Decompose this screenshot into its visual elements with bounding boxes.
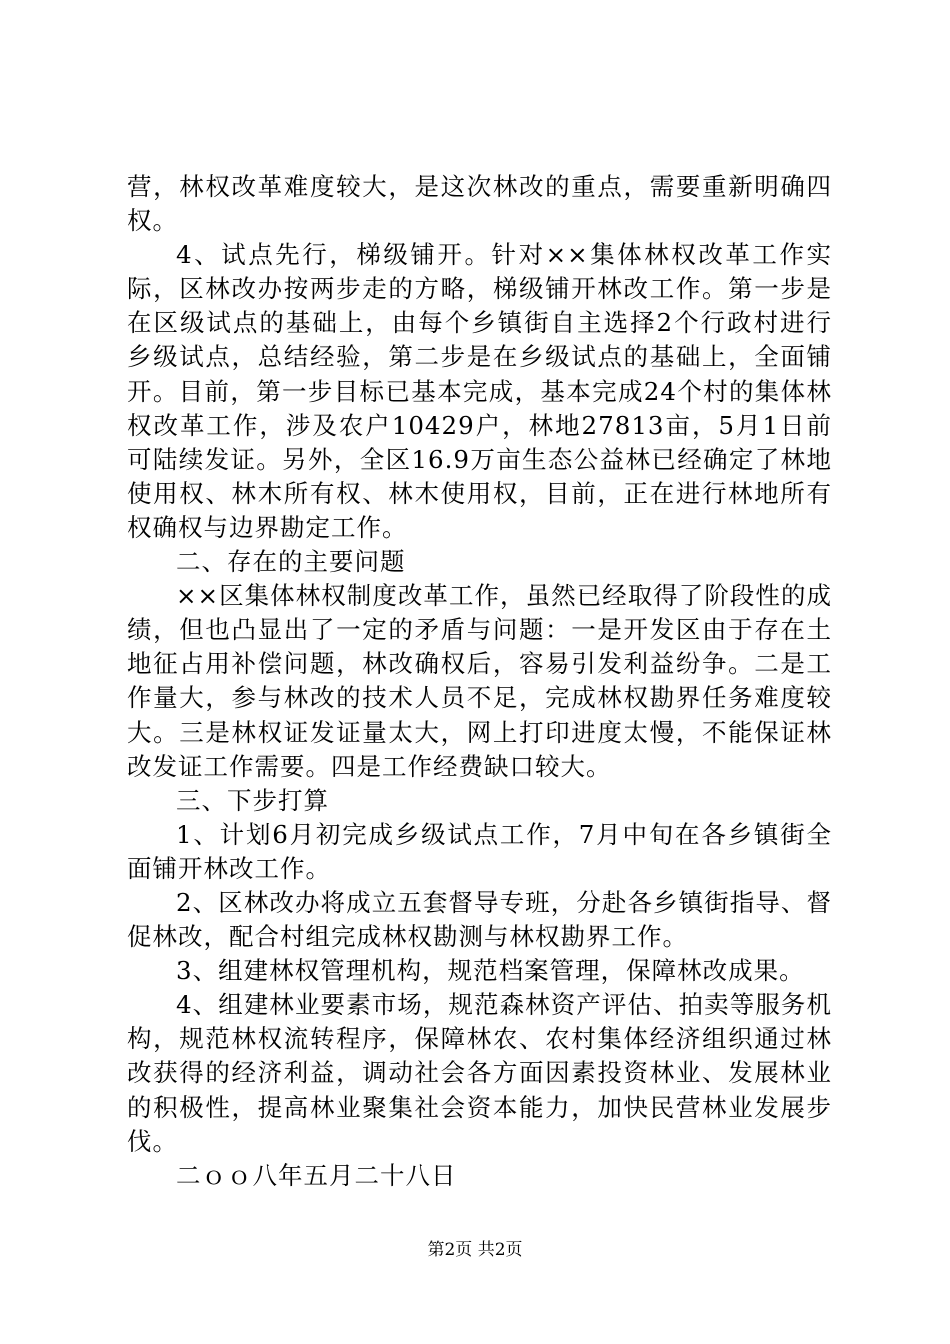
- section-heading-next-steps: 三、下步打算: [176, 785, 329, 815]
- paragraph-plan-3: 3、组建林权管理机构，规范档案管理，保障林改成果。: [176, 956, 805, 986]
- section-heading-problems: 二、存在的主要问题: [176, 547, 406, 577]
- paragraph-plan-2: 2、区林改办将成立五套督导专班，分赴各乡镇街指导、督促林改，配合村组完成林权勘测与林权勘界工作。: [127, 887, 832, 952]
- paragraph-problems: ××区集体林权制度改革工作，虽然已经取得了阶段性的成绩，但也凸显出了一定的矛盾与问题：一是开发区由于存在土地征占用补偿问题，林改确权后，容易引发利益纷争。二是工作量大，参与林改的技术人员不足，完成林权勘界任务难度较大。三是林权证发证量太大，网上打印进度太慢，不能保证林改发证工作需要。四是工作经费缺口较大。: [127, 581, 832, 781]
- paragraph-plan-4: 4、组建林业要素市场，规范森林资产评估、拍卖等服务机构，规范林权流转程序，保障林农、农村集体经济组织通过林改获得的经济利益，调动社会各方面因素投资林业、发展林业的积极性，提高林业聚集社会资本能力，加快民营林业发展步伐。: [127, 990, 832, 1156]
- paragraph-plan-1: 1、计划6月初完成乡级试点工作，7月中旬在各乡镇街全面铺开林改工作。: [127, 819, 832, 883]
- paragraph-pilot-first: 4、试点先行，梯级铺开。针对××集体林权改革工作实际，区林改办按两步走的方略，梯级铺开林改工作。第一步是在区级试点的基础上，由每个乡镇街自主选择2个行政村进行乡级试点，总结经验，第二步是在乡级试点的基础上，全面铺开。目前，第一步目标已基本完成，基本完成24个村的集体林权改革工作，涉及农户10429户，林地27813亩，5月1日前可陆续发证。另外，全区16.9万亩生态公益林已经确定了林地使用权、林木所有权、林木使用权，目前，正在进行林地所有权确权与边界勘定工作。: [127, 240, 832, 542]
- document-date: 二ｏｏ八年五月二十八日: [176, 1160, 457, 1190]
- document-body: [127, 170, 832, 1193]
- paragraph-continuation: 营，林权改革难度较大，是这次林改的重点，需要重新明确四权。: [127, 172, 832, 236]
- page-number-footer: 第2页 共2页: [427, 1240, 523, 1260]
